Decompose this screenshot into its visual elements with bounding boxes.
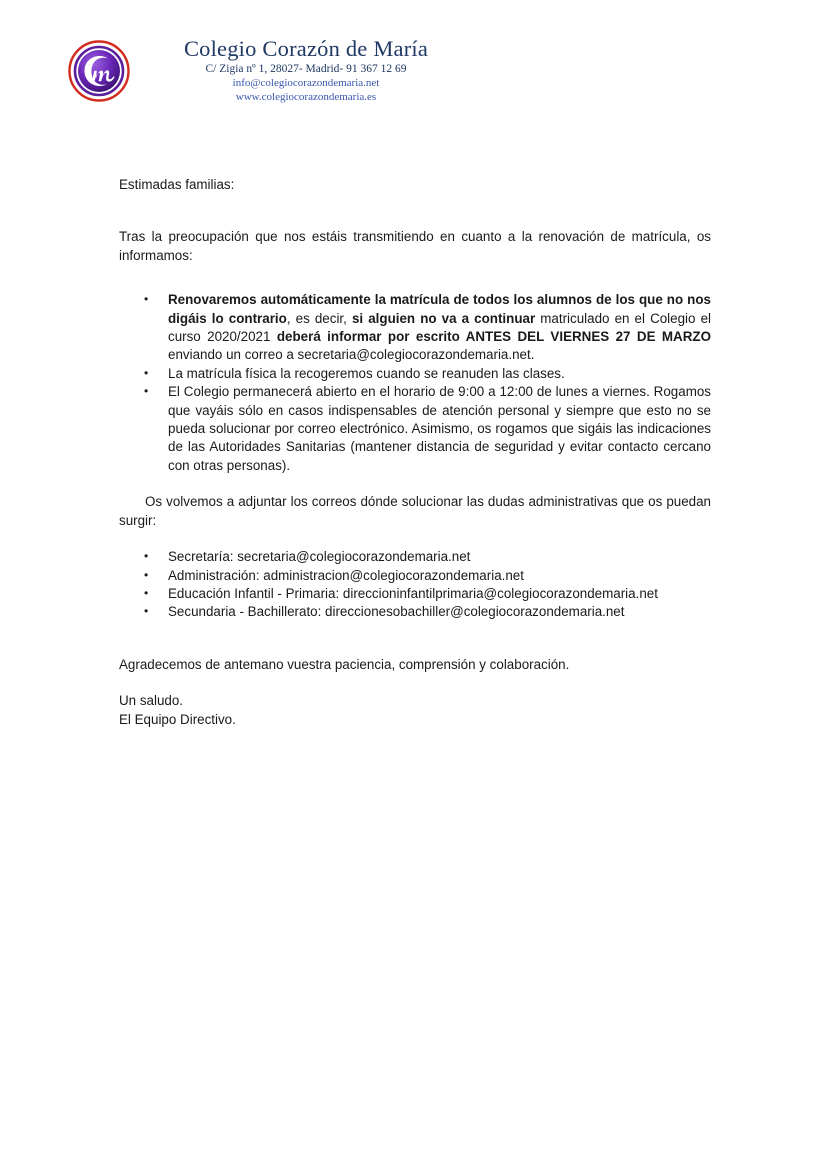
intro-paragraph: Tras la preocupación que nos estáis transmitiendo en cuanto a la renovación de matrícula, os informamos:	[119, 229, 711, 263]
salutation: Estimadas familias:	[119, 177, 235, 192]
letter-body	[119, 176, 711, 729]
emails-intro-paragraph: Os volvemos a adjuntar los correos dónde solucionar las dudas administrativas que os puedan surgir:	[119, 494, 711, 528]
letterhead	[68, 36, 488, 112]
list-item: • La matrícula física la recogeremos cuando se reanuden las clases.	[119, 365, 711, 383]
thanks-paragraph: Agradecemos de antemano vuestra paciencia, comprensión y colaboración.	[119, 656, 570, 672]
school-website: www.colegiocorazondemaria.es	[235, 91, 377, 103]
school-name: Colegio Corazón de María	[183, 36, 429, 61]
farewell-line: Un saludo.	[119, 693, 184, 709]
letterhead-text-block	[136, 36, 476, 104]
closing-block	[119, 692, 711, 729]
list-item: • El Colegio permanecerá abierto en el horario de 9:00 a 12:00 de lunes a viernes. Rogamos que vayáis sólo en casos indispensables de atención personal y siempre que esto no se pueda solucionar por correo electrónico. Asimismo, os rogamos que sigáis las indicaciones de las Autoridades Sanitarias (mantener distancia de seguridad y evitar contacto cercano con otras personas).	[119, 383, 711, 475]
list-item: • Administración: administracion@colegiocorazondemaria.net	[119, 567, 711, 585]
school-crest-logo-icon	[68, 40, 130, 102]
spacer	[119, 475, 711, 493]
main-bullet-list	[119, 291, 711, 475]
contact-bullet-list	[119, 548, 711, 622]
list-item: • Secretaría: secretaria@colegiocorazondemaria.net	[119, 548, 711, 566]
school-email: info@colegiocorazondemaria.net	[232, 77, 380, 89]
spacer	[119, 622, 711, 656]
list-item: • Secundaria - Bachillerato: direccionesobachiller@colegiocorazondemaria.net	[119, 603, 711, 621]
list-item: • Educación Infantil - Primaria: direccioninfantilprimaria@colegiocorazondemaria.net	[119, 585, 711, 603]
signature-line: El Equipo Directivo.	[119, 711, 236, 727]
spacer	[119, 265, 711, 291]
list-item: • Renovaremos automáticamente la matrícula de todos los alumnos de los que no nos digáis lo contrario, es decir, si alguien no va a continuar matriculado en el Colegio el curso 2020/2021 deberá informar por escrito ANTES DEL VIERNES 27 DE MARZO enviando un correo a secretaria@colegiocorazondemaria.net.	[119, 291, 711, 365]
school-address: C/ Zigia nº 1, 28027- Madrid- 91 367 12 69	[205, 63, 407, 75]
spacer	[119, 674, 711, 692]
spacer	[119, 530, 711, 548]
